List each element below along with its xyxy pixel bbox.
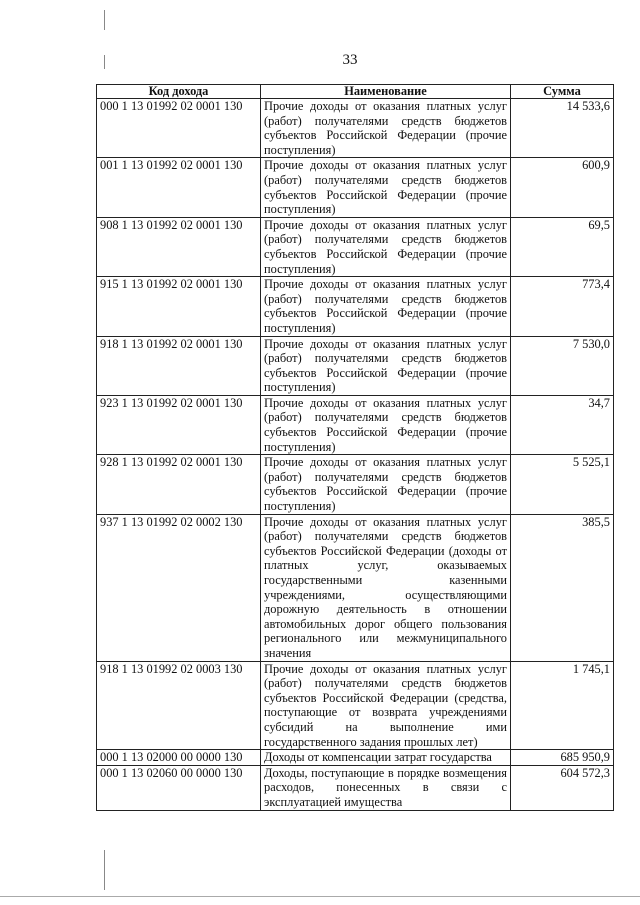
revenue-sum: 385,5 [511,514,614,661]
table-row [97,158,614,217]
scan-margin-mark [104,850,105,890]
table-row [97,395,614,454]
revenue-code: 918 1 13 01992 02 0003 130 [97,661,261,750]
revenue-code: 928 1 13 01992 02 0001 130 [97,455,261,514]
revenue-name: Прочие доходы от оказания платных услуг (работ) получателями средств бюджетов субъектов Российской Федерации (прочие поступления) [261,277,511,336]
revenue-name: Прочие доходы от оказания платных услуг (работ) получателями средств бюджетов субъектов Российской Федерации (средства, поступающие от возврата учреждениями субсидий на выполнение ими государственного задания прошлых лет) [261,661,511,750]
revenue-sum: 604 572,3 [511,765,614,810]
revenue-name: Доходы от компенсации затрат государства [261,750,511,766]
page-number: 33 [342,52,358,68]
table-row [97,99,614,158]
revenue-code: 000 1 13 02000 00 0000 130 [97,750,261,766]
revenue-sum: 1 745,1 [511,661,614,750]
table-row [97,217,614,276]
scan-margin-mark [104,10,105,30]
revenue-sum: 69,5 [511,217,614,276]
revenue-name: Прочие доходы от оказания платных услуг (работ) получателями средств бюджетов субъектов Российской Федерации (доходы от платных услуг, оказываемых государственными казенными учреждениями, осуществляющими дорожную деятельность в отношении автомобильных дорог общего пользования регионального или межмуниципального значения [261,514,511,661]
revenue-code: 000 1 13 01992 02 0001 130 [97,99,261,158]
revenue-code: 915 1 13 01992 02 0001 130 [97,277,261,336]
table-row [97,514,614,661]
revenue-code: 923 1 13 01992 02 0001 130 [97,395,261,454]
scan-margin-mark [104,55,105,69]
revenue-sum: 600,9 [511,158,614,217]
revenue-sum: 34,7 [511,395,614,454]
revenue-name: Доходы, поступающие в порядке возмещения расходов, понесенных в связи с эксплуатацией имущества [261,765,511,810]
table-row [97,336,614,395]
table-header-row [97,85,614,99]
revenue-sum: 773,4 [511,277,614,336]
header-code: Код дохода [97,85,261,99]
revenue-sum: 7 530,0 [511,336,614,395]
header-name: Наименование [261,85,511,99]
table-row [97,455,614,514]
revenue-name: Прочие доходы от оказания платных услуг (работ) получателями средств бюджетов субъектов Российской Федерации (прочие поступления) [261,455,511,514]
table-row [97,750,614,766]
table-row [97,277,614,336]
revenue-name: Прочие доходы от оказания платных услуг (работ) получателями средств бюджетов субъектов Российской Федерации (прочие поступления) [261,158,511,217]
revenue-sum: 5 525,1 [511,455,614,514]
revenue-code: 918 1 13 01992 02 0001 130 [97,336,261,395]
revenue-code: 001 1 13 01992 02 0001 130 [97,158,261,217]
revenue-name: Прочие доходы от оказания платных услуг (работ) получателями средств бюджетов субъектов Российской Федерации (прочие поступления) [261,336,511,395]
revenue-code: 908 1 13 01992 02 0001 130 [97,217,261,276]
revenue-table [96,84,614,811]
scan-edge-line [0,896,640,897]
revenue-code: 937 1 13 01992 02 0002 130 [97,514,261,661]
revenue-sum: 14 533,6 [511,99,614,158]
header-sum: Сумма [511,85,614,99]
revenue-sum: 685 950,9 [511,750,614,766]
revenue-name: Прочие доходы от оказания платных услуг (работ) получателями средств бюджетов субъектов Российской Федерации (прочие поступления) [261,395,511,454]
table-row [97,765,614,810]
revenue-name: Прочие доходы от оказания платных услуг (работ) получателями средств бюджетов субъектов Российской Федерации (прочие поступления) [261,217,511,276]
revenue-code: 000 1 13 02060 00 0000 130 [97,765,261,810]
revenue-name: Прочие доходы от оказания платных услуг (работ) получателями средств бюджетов субъектов Российской Федерации (прочие поступления) [261,99,511,158]
table-row [97,661,614,750]
